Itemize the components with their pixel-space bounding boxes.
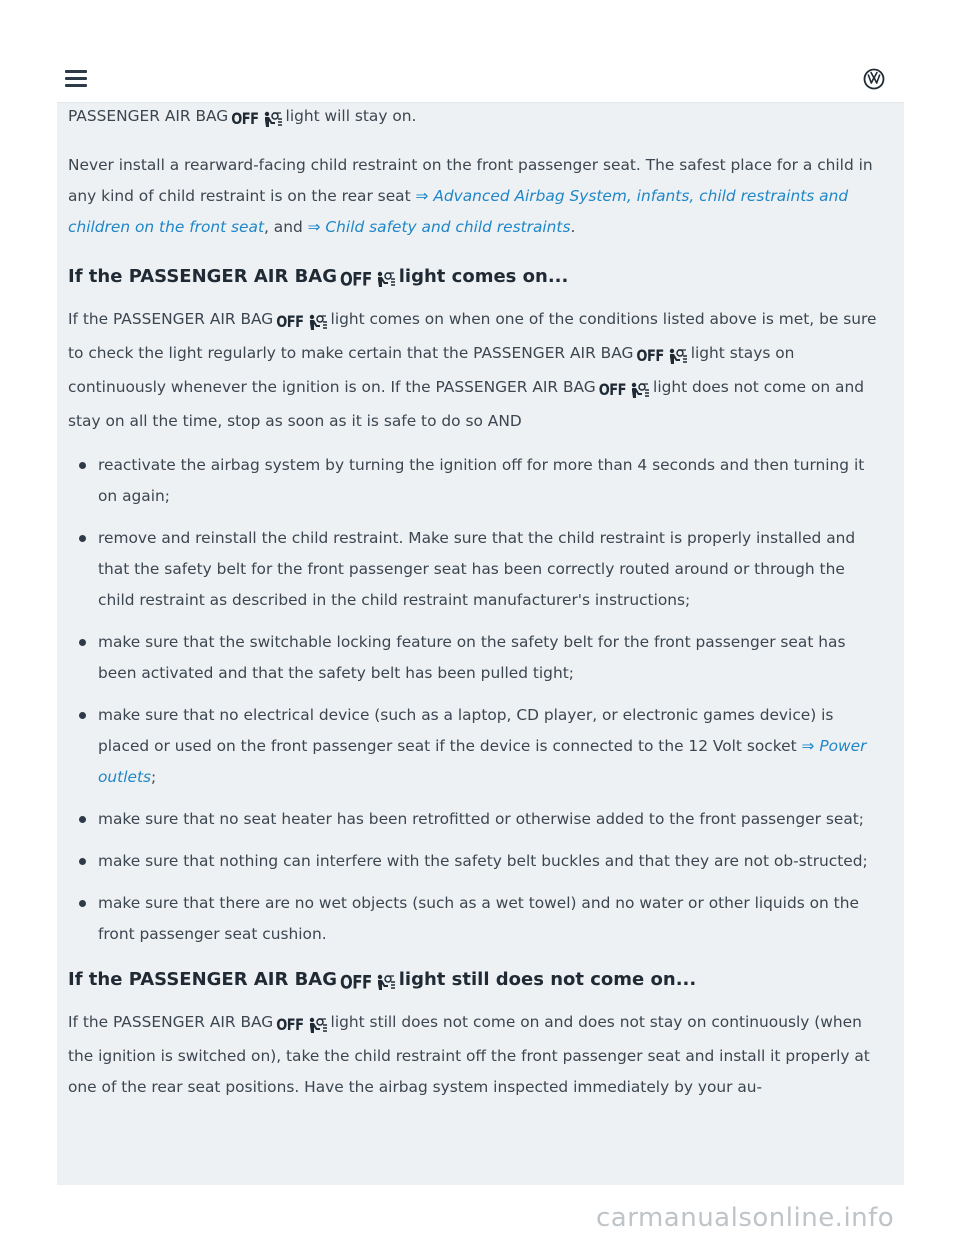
manual-page-content (57, 103, 904, 1185)
para2-end: . (570, 218, 576, 236)
passenger-airbag-off-icon (630, 382, 650, 399)
airbag-off-indicator (340, 963, 396, 1001)
passenger-airbag-off-icon (308, 314, 328, 331)
watermark: carmanualsonline.info (596, 1203, 895, 1233)
s1-part3: light stays on continuously whenever the ignition is on. If the PASSENGER AIR BAG (68, 344, 795, 396)
passenger-airbag-off-icon (308, 1017, 328, 1034)
passenger-airbag-off-icon (668, 348, 688, 365)
off-label: OFF (340, 970, 372, 994)
list-item: make sure that the switchable locking feature on the safety belt for the front passenger seat has been activated and that the safety belt has been pulled tight; (68, 627, 884, 689)
top-bar (57, 58, 904, 103)
off-label: OFF (636, 347, 664, 366)
airbag-off-indicator (599, 375, 650, 406)
intro-line-post: light will stay on. (285, 107, 417, 125)
s2-part1: If the PASSENGER AIR BAG (68, 1013, 274, 1031)
list-item (68, 700, 884, 793)
power-outlets-link[interactable]: ⇒ Power outlets (98, 737, 867, 786)
airbag-off-indicator (231, 104, 282, 135)
list-item: make sure that there are no wet objects (such as a wet towel) and no water or other liquids on the front passenger seat cushion. (68, 888, 884, 950)
list-item: make sure that nothing can interfere with the safety belt buckles and that they are not ob-structed; (68, 846, 884, 877)
list-item: make sure that no seat heater has been retrofitted or otherwise added to the front passenger seat; (68, 804, 884, 835)
list-item: reactivate the airbag system by turning the ignition off for more than 4 seconds and then turning it on again; (68, 450, 884, 512)
heading1-post: light comes on... (398, 266, 569, 287)
para2-mid: , and (264, 218, 308, 236)
s2-part2: light still does not come on and does not stay on continuously (when the ignition is switched on), take the child restraint off the front passenger seat and install it properly at one of the rear seat positions. Have the airbag system inspected immediately by your au- (68, 1013, 870, 1096)
airbag-off-indicator (636, 341, 687, 372)
still-not-on-paragraph (68, 1007, 884, 1103)
list-item-text: make sure that no electrical device (such as a laptop, CD player, or electronic games device) is placed or used on the front passenger seat if the device is connected to the 12 Volt socket (98, 706, 834, 755)
passenger-airbag-off-icon (376, 271, 396, 288)
s1-part4: light does not come on and stay on all the time, stop as soon as it is safe to do so AND (68, 378, 864, 430)
airbag-off-indicator (276, 1010, 327, 1041)
s1-part1: If the PASSENGER AIR BAG (68, 310, 274, 328)
off-label: OFF (231, 110, 259, 129)
section-heading-still-not-on (68, 961, 884, 1001)
airbag-off-indicator (340, 260, 396, 298)
airbag-off-indicator (276, 307, 327, 338)
light-comes-on-paragraph (68, 304, 884, 437)
off-label: OFF (340, 267, 372, 291)
list-item-end: ; (151, 768, 157, 786)
passenger-airbag-off-icon (263, 111, 283, 128)
hamburger-menu-icon[interactable] (65, 70, 87, 88)
advanced-airbag-link[interactable]: ⇒ Advanced Airbag System, infants, child restraints and children on the front seat (68, 187, 849, 236)
off-label: OFF (276, 313, 304, 332)
intro-line-pre: PASSENGER AIR BAG (68, 107, 229, 125)
child-restraint-paragraph (68, 150, 884, 243)
off-label: OFF (598, 381, 627, 400)
intro-line (68, 103, 884, 135)
child-safety-link[interactable]: ⇒ Child safety and child restraints (307, 218, 571, 236)
section-heading-light-comes-on (68, 258, 884, 298)
s1-part2: light comes on when one of the conditions listed above is met, be sure to check the light regularly to make certain that the PASSENGER AIR BAG (68, 310, 877, 362)
off-label: OFF (276, 1016, 304, 1035)
action-list (68, 450, 884, 950)
vw-logo-icon[interactable] (863, 68, 885, 90)
heading1-pre: If the PASSENGER AIR BAG (68, 266, 338, 287)
para2-text: Never install a rearward-facing child restraint on the front passenger seat. The safest place for a child in any kind of child restraint is on the rear seat (68, 156, 873, 205)
passenger-airbag-off-icon (376, 974, 396, 991)
list-item: remove and reinstall the child restraint. Make sure that the child restraint is properly installed and that the safety belt for the front passenger seat has been correctly routed around or through the child restraint as described in the child restraint manufacturer's instructions; (68, 523, 884, 616)
heading2-pre: If the PASSENGER AIR BAG (68, 969, 338, 990)
heading2-post: light still does not come on... (398, 969, 697, 990)
